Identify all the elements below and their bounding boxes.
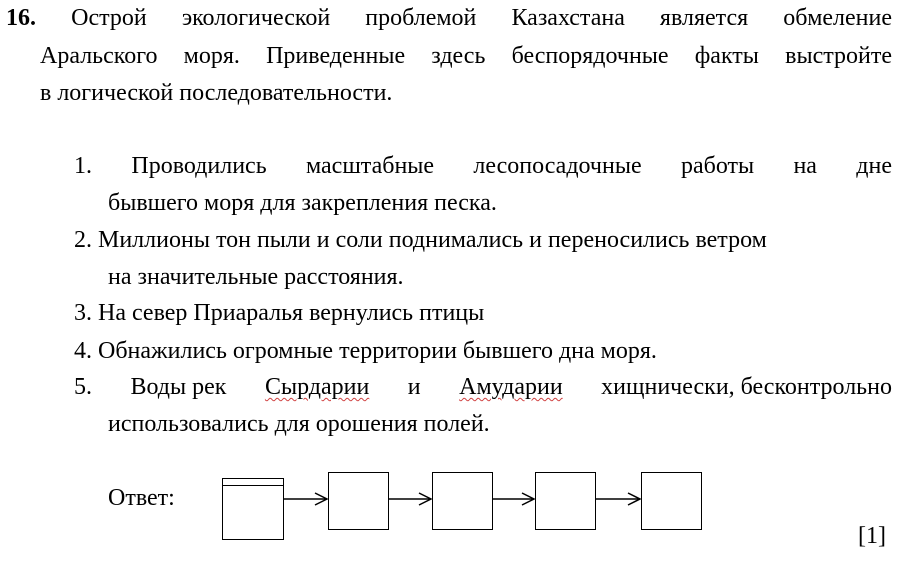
fact-2-number: 2. bbox=[74, 227, 92, 253]
fact-5-line-2: использовались для орошения полей. bbox=[108, 411, 490, 437]
fact-5-word-and: и bbox=[407, 374, 421, 400]
question-line-3: в логической последовательности. bbox=[40, 80, 393, 106]
question-text-line-1: Острой экологической проблемой Казахстана является обмеление bbox=[71, 5, 893, 31]
fact-4-number: 4. bbox=[74, 338, 92, 364]
score-mark: [1] bbox=[858, 523, 886, 549]
fact-1-number: 1. bbox=[74, 153, 92, 179]
fact-5-text-rest: хищнически, бесконтрольно bbox=[601, 374, 892, 400]
fact-1-text: Проводились масштабные лесопосадочные работы на дне bbox=[131, 153, 893, 179]
fact-4-text: Обнажились огромные территории бывшего дна моря. bbox=[98, 338, 657, 364]
fact-5-number: 5. bbox=[74, 374, 92, 400]
answer-label: Ответ: bbox=[108, 485, 175, 511]
question-line-2: Аральского моря. Приведенные здесь беспорядочные факты выстройте bbox=[40, 43, 892, 69]
fact-3-text: На север Приаралья вернулись птицы bbox=[98, 300, 485, 326]
question-number: 16. bbox=[6, 5, 36, 31]
fact-2-text: Миллионы тон пыли и соли поднимались и переносились ветром bbox=[98, 227, 767, 253]
fact-2-line-2: на значительные расстояния. bbox=[108, 264, 404, 290]
fact-5-word-rivers: Воды рек bbox=[130, 374, 227, 400]
fact-3-number: 3. bbox=[74, 300, 92, 326]
fact-1-line-2: бывшего моря для закрепления песка. bbox=[108, 190, 497, 216]
fact-5-word-amudaria: Амударии bbox=[459, 374, 563, 400]
fact-5-word-syrdaria: Сырдарии bbox=[264, 374, 370, 400]
